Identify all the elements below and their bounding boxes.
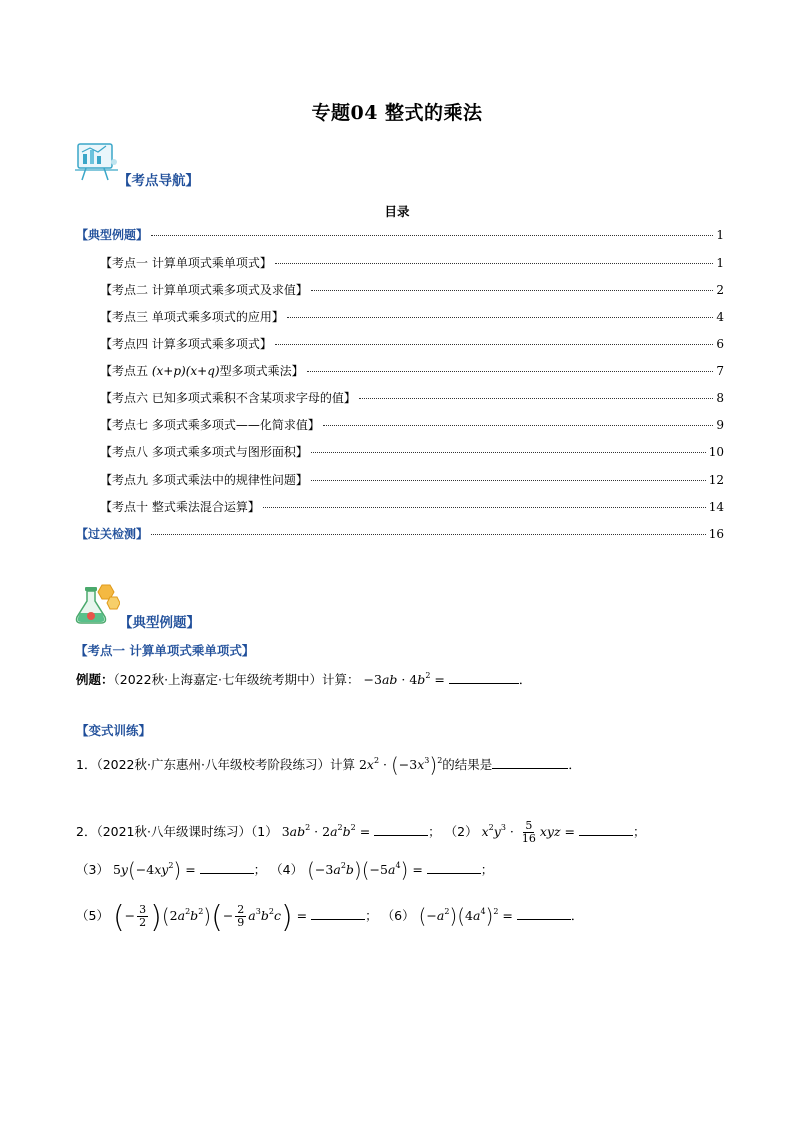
toc-page: 14 — [708, 500, 724, 514]
toc-row-dianxing[interactable] — [76, 226, 724, 246]
toc-page: 10 — [708, 445, 724, 459]
question-2-line-1: 2．（2021秋·八年级课时练习）（1） $3ab^2 \cdot 2a^2b^2$ = ； （2） $x^2y^3$ · $\frac{5}{16}$ xyz = ； — [76, 819, 646, 845]
toc-page: 6 — [716, 337, 724, 351]
toc-page: 4 — [716, 310, 724, 324]
toc-title: 目录 — [384, 204, 410, 219]
toc-label: 【考点三 单项式乘多项式的应用】 — [100, 310, 284, 324]
q2-number: 2． — [76, 824, 97, 839]
toc-page: 7 — [716, 364, 724, 378]
toc-row-kaodian-10[interactable] — [100, 498, 724, 518]
q1-source: （2022秋·广东惠州·八年级校考阶段练习）计算 — [96, 757, 355, 772]
toc-page: 16 — [708, 527, 724, 541]
toc-label-pre: 【考点五 — [100, 364, 152, 378]
q2-part-4-label: （4） — [270, 862, 304, 877]
q2-part-1-expression: $3ab^2 \cdot 2a^2b^2$ = — [281, 823, 371, 839]
toc-row-kaodian-7[interactable] — [100, 416, 724, 436]
q2-part-5-label: （5） — [76, 908, 109, 923]
nav-heading: 【考点导航】 — [118, 173, 199, 189]
q1-tail: 的结果是 — [442, 757, 493, 772]
question-2-line-2: （3） $5y(-4xy^2)$ = ； （4） $(-3a^2b)(-5a^4)$ = ； — [76, 858, 494, 882]
q1-number: 1． — [76, 757, 97, 772]
toc-row-kaodian-9[interactable] — [100, 471, 724, 491]
example-label: 例题： — [76, 672, 114, 687]
toc-label: 【考点七 多项式乘多项式——化简求值】 — [100, 418, 320, 432]
question-1: 1．（2022秋·广东惠州·八年级校考阶段练习）计算 $2x^2 \cdot (-3x^3)^2$的结果是 ． — [76, 753, 581, 777]
toc-row-kaodian-8[interactable] — [100, 443, 724, 463]
example-expression: $-3ab \cdot 4b^2$ = — [363, 671, 445, 687]
presentation-board-icon — [74, 140, 120, 182]
toc-row-kaodian-2[interactable] — [100, 281, 724, 301]
toc-row-kaodian-1[interactable] — [100, 254, 724, 274]
example-source: （2022秋·上海嘉定·七年级统考期中）计算： — [113, 672, 360, 687]
q2-part-2-label: （2） — [444, 824, 478, 839]
answer-blank[interactable] — [517, 907, 571, 920]
toc-label: 【过关检测】 — [76, 527, 149, 541]
question-2-line-3: （5） (− $\frac{3}{2}$ )$(2a^2b^2)(-$ $\frac{2}{9}$ $a^3b^2c$) = ； （6） $(-a^2)(4a^4)^2$ = ． — [76, 900, 584, 935]
toc-row-kaodian-3[interactable] — [100, 308, 724, 328]
toc-label: 【考点二 计算单项式乘多项式及求值】 — [100, 283, 308, 297]
toc-leader — [287, 317, 714, 318]
toc-page: 12 — [708, 473, 724, 487]
answer-blank[interactable] — [579, 823, 633, 836]
q2-part-5-expression: (− $\frac{3}{2}$ )$(2a^2b^2)(-$ $\frac{2}{9}$ $a^3b^2c$) = — [112, 900, 308, 935]
q2-part-4-expression: $(-3a^2b)(-5a^4)$ = — [307, 858, 423, 882]
toc-row-kaodian-4[interactable] — [100, 335, 724, 355]
toc-leader — [263, 507, 706, 508]
answer-blank[interactable] — [311, 907, 365, 920]
toc-row-guoguan[interactable] — [76, 525, 724, 545]
answer-blank[interactable] — [427, 861, 481, 874]
q2-part-2-expression: $x^2y^3$ · $\frac{5}{16}$ xyz = — [481, 819, 575, 845]
toc-leader — [151, 235, 713, 236]
toc-label — [100, 362, 304, 379]
toc-leader — [307, 371, 714, 372]
toc-leader — [311, 452, 706, 453]
toc-label: 【考点八 多项式乘多项式与图形面积】 — [100, 445, 308, 459]
toc-label: 【考点六 已知多项式乘积不含某项求字母的值】 — [100, 391, 356, 405]
toc-label-math: (x+p)(x+q) — [151, 364, 220, 378]
toc-leader — [359, 398, 714, 399]
q2-part-6-label: （6） — [381, 908, 415, 923]
answer-blank[interactable] — [492, 756, 568, 769]
page-title: 专题04 整式的乘法 — [311, 102, 483, 124]
toc-leader — [311, 480, 706, 481]
example-line: 例题：（2022秋·上海嘉定·七年级统考期中）计算： $-3ab \cdot 4b^2$ = ． — [76, 671, 532, 687]
q2-part-3-label: （3） — [76, 862, 109, 877]
kaodian-1-heading: 【考点一 计算单项式乘单项式】 — [75, 643, 255, 658]
toc-page: 1 — [716, 256, 724, 270]
q2-part-6-expression: $(-a^2)(4a^4)^2$ = — [418, 904, 513, 928]
bianshi-label: 【变式训练】 — [76, 723, 152, 738]
toc-label: 【考点九 多项式乘法中的规律性问题】 — [100, 473, 308, 487]
toc-page: 2 — [716, 283, 724, 297]
toc-page: 8 — [716, 391, 724, 405]
q1-expression: $2x^2 \cdot (-3x^3)^2$ — [358, 753, 443, 777]
toc-label: 【考点十 整式乘法混合运算】 — [100, 500, 260, 514]
toc-label-post: 型多项式乘法】 — [219, 364, 304, 378]
answer-blank[interactable] — [374, 823, 428, 836]
answer-blank[interactable] — [449, 671, 519, 684]
toc-page: 9 — [716, 418, 724, 432]
q2-part-3-expression: $5y(-4xy^2)$ = — [112, 858, 196, 882]
toc-leader — [151, 534, 706, 535]
examples-heading: 【典型例题】 — [119, 615, 200, 631]
bianshi-heading — [76, 721, 151, 739]
toc-row-kaodian-5[interactable] — [100, 362, 724, 382]
toc-leader — [275, 263, 714, 264]
toc-label: 【考点四 计算多项式乘多项式】 — [100, 337, 272, 351]
toc-leader — [311, 290, 714, 291]
toc-page: 1 — [716, 228, 724, 242]
toc-label: 【典型例题】 — [76, 228, 149, 242]
toc-label: 【考点一 计算单项式乘单项式】 — [100, 256, 272, 270]
toc-leader — [275, 344, 714, 345]
q2-part-1-label: （1） — [251, 824, 278, 839]
q2-source: （2021秋·八年级课时练习） — [96, 824, 251, 839]
flask-icon — [72, 583, 120, 627]
answer-blank[interactable] — [200, 861, 254, 874]
toc-row-kaodian-6[interactable] — [100, 389, 724, 409]
toc-leader — [323, 425, 714, 426]
